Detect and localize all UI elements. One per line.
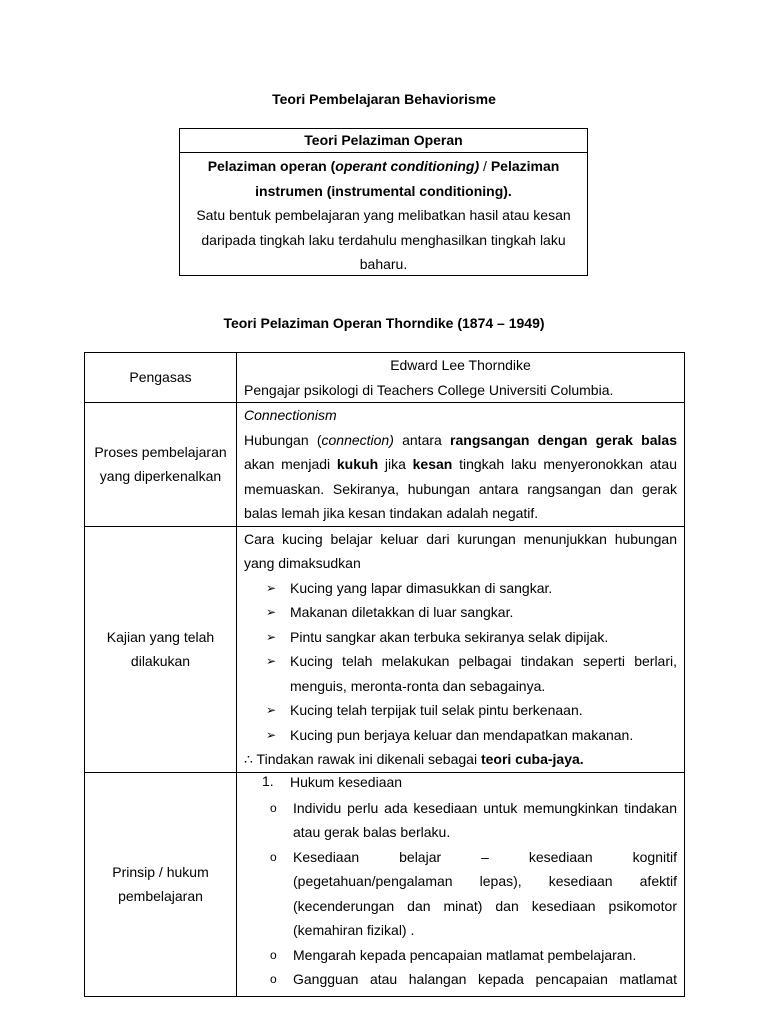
circle-bullet-icon: o: [270, 800, 277, 815]
arrow-bullet-icon: ➢: [266, 654, 277, 668]
proses-l2-c: jika: [378, 456, 413, 472]
bullet-text: Kesediaan belajar – kesediaan kognitif: [293, 848, 677, 865]
table-row-kajian: [85, 526, 685, 772]
bullet-text: Mengarah kepada pencapaian matlamat pembelajaran.: [293, 946, 637, 963]
bullet-text-cont: (kecenderungan dan minat) dan kesediaan psikomotor: [293, 897, 677, 914]
item-number: 1.: [262, 772, 274, 789]
kajian-intro-2: yang dimaksudkan: [244, 555, 361, 571]
list-item: [244, 845, 677, 943]
kajian-intro-1: Cara kucing belajar keluar dari kurungan menunjukkan hubungan: [244, 530, 677, 547]
founder-name: Edward Lee Thorndike: [390, 357, 531, 373]
proses-line-4: balas lemah jika kesan tindakan adalah negatif.: [244, 505, 539, 521]
row-label-prinsip: Prinsip / hukum pembelajaran: [85, 772, 237, 996]
definition-body: [180, 153, 587, 277]
item-text: Hukum kesediaan: [290, 773, 403, 790]
bullet-text-cont: atau gerak balas berlaku.: [293, 824, 451, 840]
list-item: [244, 796, 677, 845]
bullet-text: Kucing telah melakukan pelbagai tindakan seperti berlari,: [290, 653, 677, 669]
founder-desc: Pengajar psikologi di Teachers College Universiti Columbia.: [244, 381, 614, 398]
list-item: [244, 576, 677, 601]
bullet-text-cont: (pegetahuan/pengalaman lepas), kesediaan afektif: [293, 873, 677, 889]
row-content-kajian: [237, 526, 685, 772]
proses-l1-c: antara: [393, 431, 451, 448]
bullet-text: Individu perlu ada kesediaan untuk memungkinkan tindakan: [293, 799, 677, 816]
row-content-prinsip: [237, 772, 685, 996]
proses-l1-d: rangsangan dengan gerak balas: [450, 431, 677, 448]
proses-l1-a: Hubungan (: [244, 431, 322, 448]
arrow-bullet-icon: ➢: [266, 605, 277, 619]
list-item: [244, 943, 677, 968]
proses-line-3: memuaskan. Sekiranya, hubungan antara rangsangan dan gerak: [244, 480, 677, 497]
bullet-text: Kucing pun berjaya keluar dan mendapatkan makanan.: [290, 726, 634, 743]
bullet-text: Pintu sangkar akan terbuka sekiranya selak dipijak.: [290, 628, 609, 645]
definition-desc-2: daripada tingkah laku terdahulu menghasilkan tingkah laku: [201, 231, 566, 248]
list-item: [244, 625, 677, 650]
list-item: [244, 649, 677, 698]
bullet-text: Makanan diletakkan di luar sangkar.: [290, 604, 514, 620]
bullet-text-cont: menguis, meronta-ronta dan sebagainya.: [290, 677, 546, 694]
definition-desc-1: Satu bentuk pembelajaran yang melibatkan hasil atau kesan: [196, 207, 571, 223]
arrow-bullet-icon: ➢: [266, 580, 277, 595]
row-label-pengasas: Pengasas: [85, 353, 237, 403]
list-item: [244, 723, 677, 748]
numbered-item: [244, 773, 677, 796]
proses-heading: Connectionism: [244, 407, 337, 423]
table-row-pengasas: [85, 353, 685, 403]
list-item: [244, 600, 677, 625]
therefore-icon: ∴: [244, 751, 253, 767]
row-label-proses: Proses pembelajaran yang diperkenalkan: [85, 403, 237, 527]
row-label-kajian: Kajian yang telah dilakukan: [85, 526, 237, 772]
row-content-pengasas: [237, 353, 685, 403]
proses-l2-d: kesan: [412, 456, 453, 472]
proses-line-1: [244, 428, 677, 453]
definition-line-2: instrumen (instrumental conditioning).: [255, 182, 512, 199]
term-bold-italic: operant conditioning): [335, 158, 480, 174]
arrow-bullet-icon: ➢: [266, 629, 277, 644]
term-slash: /: [479, 158, 491, 174]
definition-desc-3: baharu.: [359, 256, 408, 272]
document-title: Teori Pembelajaran Behaviorisme: [272, 91, 496, 107]
conclusion-bold: teori cuba-jaya.: [480, 751, 584, 767]
table-row-prinsip: [85, 772, 685, 996]
definition-box: [179, 128, 588, 276]
arrow-bullet-icon: ➢: [266, 727, 277, 742]
arrow-bullet-icon: ➢: [266, 703, 277, 717]
thorndike-table: [84, 352, 685, 997]
bullet-text: Kucing telah terpijak tuil selak pintu berkenaan.: [290, 702, 583, 718]
list-item: [244, 967, 677, 992]
circle-bullet-icon: o: [270, 972, 277, 986]
conclusion-text: Tindakan rawak ini dikenali sebagai: [252, 751, 481, 767]
bullet-text-cont: (kemahiran fizikal) .: [293, 922, 415, 938]
term-bold-d: Pelaziman: [490, 158, 560, 174]
kajian-conclusion: [244, 747, 677, 772]
bullet-text: Gangguan atau halangan kepada pencapaian matlamat: [293, 971, 677, 987]
proses-l2-e: tingkah laku menyeronokkan atau: [452, 456, 677, 472]
definition-heading: Teori Pelaziman Operan: [180, 129, 587, 153]
term-bold-a: Pelaziman operan (: [207, 158, 336, 174]
bullet-text: Kucing yang lapar dimasukkan di sangkar.: [290, 579, 553, 596]
circle-bullet-icon: o: [270, 849, 277, 864]
definition-line-1: [180, 154, 587, 179]
proses-line-2: [244, 452, 677, 477]
proses-l2-b: kukuh: [336, 456, 379, 472]
row-content-proses: [237, 403, 685, 527]
proses-l1-b: connection): [321, 431, 394, 448]
proses-l2-a: akan menjadi: [244, 456, 337, 472]
list-item: [244, 698, 677, 723]
section-title: Teori Pelaziman Operan Thorndike (1874 – 1949): [223, 315, 545, 331]
table-row-proses: [85, 403, 685, 527]
circle-bullet-icon: o: [270, 947, 277, 962]
